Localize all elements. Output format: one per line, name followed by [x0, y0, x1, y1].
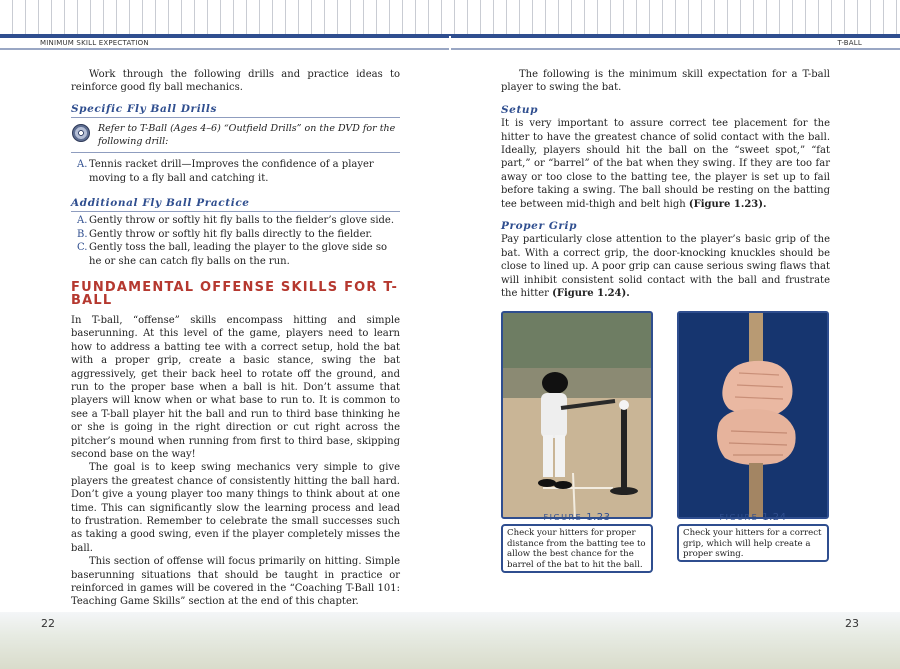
list-item: [71, 214, 400, 227]
left-running-head: MINIMUM SKILL EXPECTATION: [40, 39, 149, 47]
offense-paragraph-1: In T-ball, “offense” skills encompass hitting and simple baserunning. At this level of the game, players need to learn how to address a batting tee with a correct setup, hold the bat with a proper grip, create a basic stance, swing the bat aggressively, get their back heel to rotate off the ground, and run to the proper base when a ball is hit. Don’t assume that players will know when or what base to run to. It is common to see a T-ball player hit the ball and run to third base thinking he or she is going in the right direction or cut right across the pitcher’s mound when running from first to third base, skipping second base on the way!: [71, 314, 400, 460]
list-text: Tennis racket drill—Improves the confidence of a player moving to a fly ball and catching it.: [89, 159, 374, 184]
setup-figure-ref: (Figure 1.23).: [688, 198, 767, 210]
batter-at-tee-illustration: [503, 313, 653, 519]
offense-paragraph-3: This section of offense will focus primarily on hitting. Simple baserunning situations that should be taught in practice or reinforced in games will be covered in the “Coaching T-Ball 101: Teaching Game Skills” section at the end of this chapter.: [71, 556, 400, 608]
setup-text: It is very important to assure correct tee placement for the hitter to have the greatest chance of solid contact with the ball. Ideally, players should hit the ball on the “sweet spot,” “fat part,” or “barrel” of the bat when they swing. If they are too far away or too close to the batting tee, the player is set up to fail before taking a swing. The ball should be resting on the batting tee between mid-thigh and belt high: [501, 118, 830, 210]
right-running-head: T-BALL: [837, 39, 862, 47]
left-page-column: [71, 68, 400, 653]
figure-word: FIGURE: [719, 513, 759, 522]
grip-text: Pay particularly close attention to the player’s basic grip of the bat. With a correct grip, the door-knocking knuckles should be close to lined up. A poor grip can cause serious swing flaws that will inhibit consistent solid contact with the ball and frustrate the hitter: [501, 234, 830, 300]
right-intro-paragraph: The following is the minimum skill expectation for a T-ball player to swing the bat.: [501, 69, 830, 94]
section-heading-offense: FUNDAMENTAL OFFENSE SKILLS FOR T-BALL: [71, 280, 399, 309]
list-item: [71, 228, 400, 241]
dvd-icon: [72, 124, 90, 142]
figure-1-23-label: [501, 512, 653, 523]
figure-1-24-label: [677, 512, 829, 523]
grip-figure-ref: (Figure 1.24).: [552, 288, 630, 300]
right-page-column: [501, 68, 830, 301]
figure-1-23-photo: [501, 311, 653, 519]
footer-band: [0, 612, 900, 669]
list-letter: B.: [77, 228, 88, 240]
page-gutter: [449, 36, 451, 50]
figure-word: FIGURE: [543, 513, 583, 522]
drill-list: [71, 158, 400, 185]
list-text: Gently throw or softly hit fly balls to the fielder’s glove side.: [89, 215, 395, 227]
list-letter: A.: [77, 159, 88, 171]
top-decorative-band: [0, 0, 900, 34]
setup-heading: Setup: [501, 103, 539, 116]
grip-paragraph: [501, 233, 830, 300]
figure-number: 1.24: [762, 512, 787, 523]
page-number-left: 22: [41, 617, 55, 630]
list-letter: A.: [77, 215, 88, 227]
figure-1-23-caption: Check your hitters for proper distance from the batting tee to allow the best chance for the barrel of the bat to hit the ball.: [501, 524, 653, 573]
list-item: [71, 158, 400, 185]
specific-drills-heading: Specific Fly Ball Drills: [71, 103, 400, 118]
list-letter: C.: [77, 242, 88, 254]
additional-practice-heading: Additional Fly Ball Practice: [71, 197, 400, 212]
setup-paragraph: [501, 117, 830, 211]
figure-1-24-caption: Check your hitters for a correct grip, which will help create a proper swing.: [677, 524, 829, 562]
practice-list: [71, 214, 400, 268]
dvd-note-text: Refer to T-Ball (Ages 4–6) “Outfield Drills” on the DVD for the following drill:: [98, 123, 396, 148]
dvd-note-outfield: [71, 118, 400, 153]
list-text: Gently throw or softly hit fly balls directly to the fielder.: [89, 228, 373, 240]
list-text: Gently toss the ball, leading the player to the glove side so he or she can catch fly balls on the run.: [89, 242, 388, 267]
figure-number: 1.23: [586, 512, 611, 523]
figure-1-24-photo: [677, 311, 829, 519]
bat-grip-illustration: [679, 313, 829, 519]
left-intro-paragraph: Work through the following drills and practice ideas to reinforce good fly ball mechanics.: [71, 69, 400, 94]
offense-paragraph-2: The goal is to keep swing mechanics very simple to give players the greatest chance of consistently hitting the ball hard. Don’t give a young player too many things to think about at one time. This can significantly slow the learning process and lead to frustration. Remember to celebrate the small successes such as taking a good swing, even if the player completely misses the ball.: [71, 462, 400, 554]
list-item: [71, 241, 400, 268]
page-number-right: 23: [845, 617, 859, 630]
proper-grip-heading: Proper Grip: [501, 220, 578, 233]
